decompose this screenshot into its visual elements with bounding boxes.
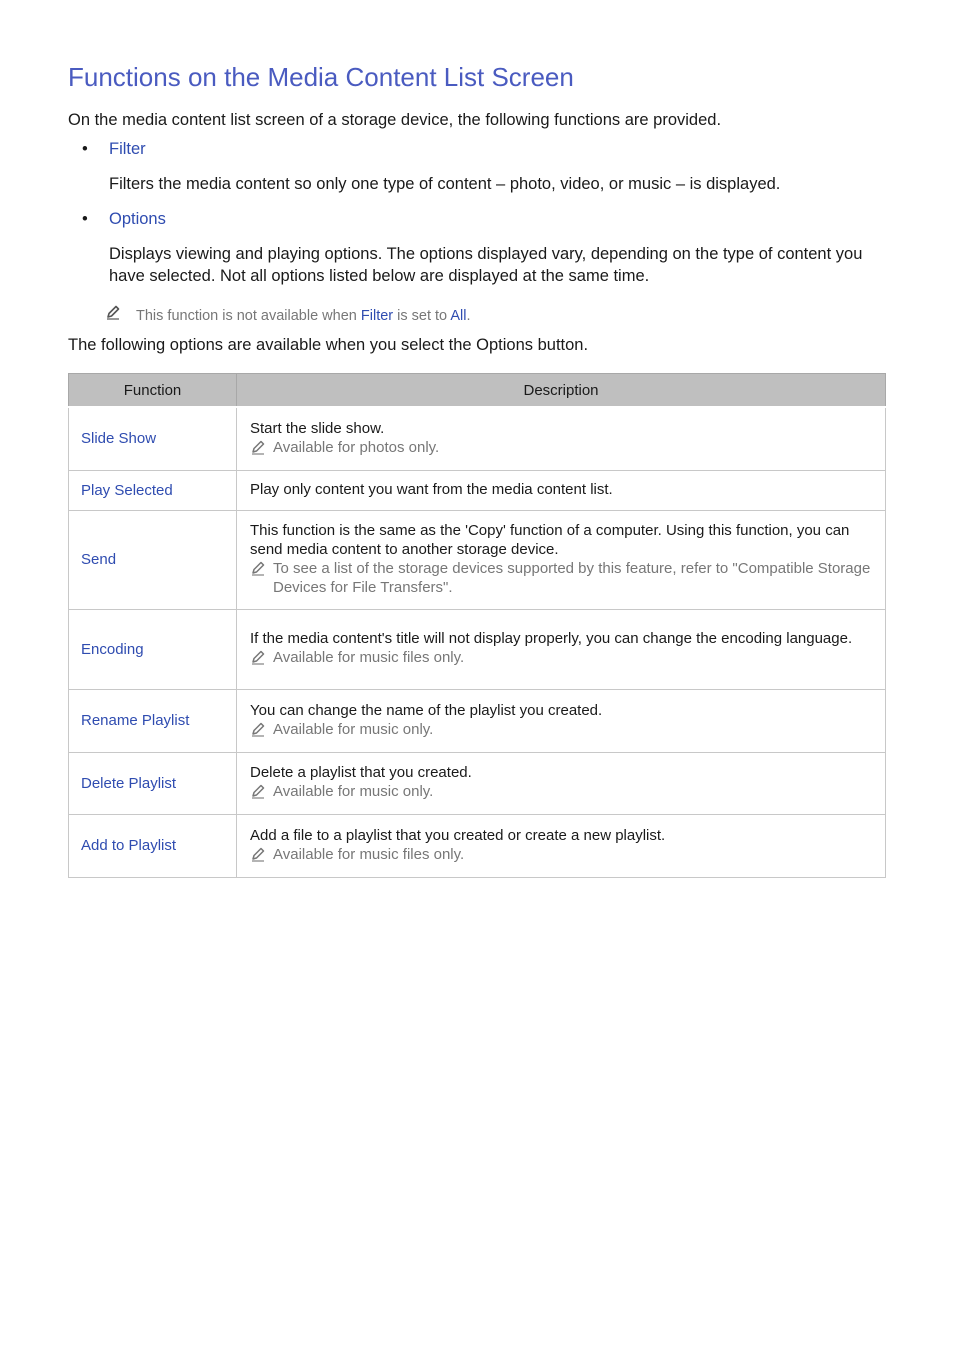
table-row [69, 814, 886, 877]
intro-text: On the media content list screen of a storage device, the following functions are provided. [68, 111, 722, 129]
function-name: Encoding [69, 609, 237, 689]
function-description [237, 689, 886, 752]
note-all-term: All [450, 308, 467, 324]
note-text: Available for music files only. [273, 649, 465, 666]
note-text: Available for music only. [273, 783, 434, 800]
description-note [250, 720, 872, 739]
page-title: Functions on the Media Content List Screen [68, 62, 574, 92]
note-filter-term: Filter [360, 308, 394, 324]
options-intro-text: The following options are available when you select the Options button. [68, 336, 589, 354]
pencil-icon [250, 721, 266, 737]
table-header-row [69, 374, 886, 408]
table-row [69, 510, 886, 609]
function-description [237, 407, 886, 470]
header-function: Function [69, 374, 237, 408]
pencil-icon [105, 304, 121, 320]
table-row [69, 407, 886, 470]
table-row [69, 752, 886, 814]
function-name: Send [69, 510, 237, 609]
function-description [237, 609, 886, 689]
note-text-pre: This function is not available when [136, 308, 361, 324]
function-name: Rename Playlist [69, 689, 237, 752]
description-text: Play only content you want from the media content list. [250, 480, 613, 498]
description-note [250, 782, 872, 801]
bullet-title-filter: Filter [109, 140, 146, 158]
note-text-mid: is set to [393, 308, 451, 324]
filter-note [108, 304, 471, 324]
bullet-dot: • [82, 140, 88, 158]
options-table [68, 373, 886, 878]
description-text: Add a file to a playlist that you created or create a new playlist. [250, 826, 666, 844]
bullet-desc-options: Displays viewing and playing options. The options displayed vary, depending on the type of content you have selected. Not all options listed below are displayed at the same time. [109, 245, 863, 285]
description-note [250, 648, 872, 667]
table-row [69, 689, 886, 752]
pencil-icon [250, 649, 266, 665]
bullet-desc-filter: Filters the media content so only one type of content – photo, video, or music – is displayed. [109, 175, 781, 193]
description-note [250, 845, 872, 864]
function-name: Delete Playlist [69, 752, 237, 814]
pencil-icon [250, 783, 266, 799]
description-text: If the media content's title will not display properly, you can change the encoding language. [250, 630, 853, 647]
description-note [250, 438, 872, 457]
function-name: Play Selected [69, 470, 237, 510]
bullet-dot: • [82, 210, 88, 228]
function-name: Add to Playlist [69, 814, 237, 877]
function-description [237, 752, 886, 814]
function-description [237, 510, 886, 609]
function-description [237, 470, 886, 510]
table-row [69, 470, 886, 510]
pencil-icon [250, 846, 266, 862]
table-body [69, 407, 886, 877]
function-description [237, 814, 886, 877]
table-row [69, 609, 886, 689]
bullet-title-options: Options [109, 210, 166, 228]
note-text: Available for music only. [273, 720, 434, 738]
header-description: Description [237, 374, 886, 408]
description-text: Start the slide show. [250, 419, 385, 437]
pencil-icon [250, 560, 266, 576]
pencil-icon [250, 439, 266, 455]
description-text: You can change the name of the playlist you created. [250, 701, 603, 719]
note-text: Available for music files only. [273, 845, 465, 863]
description-text: This function is the same as the 'Copy' function of a computer. Using this function, you can send media content to another storage device. [250, 521, 850, 558]
description-note [250, 559, 872, 597]
note-text: Available for photos only. [273, 438, 440, 456]
description-text: Delete a playlist that you created. [250, 764, 472, 781]
note-text-post: . [466, 308, 471, 324]
note-text: To see a list of the storage devices supported by this feature, refer to "Compatible Storage Devices for File Transfers". [273, 559, 871, 596]
function-name: Slide Show [69, 407, 237, 470]
